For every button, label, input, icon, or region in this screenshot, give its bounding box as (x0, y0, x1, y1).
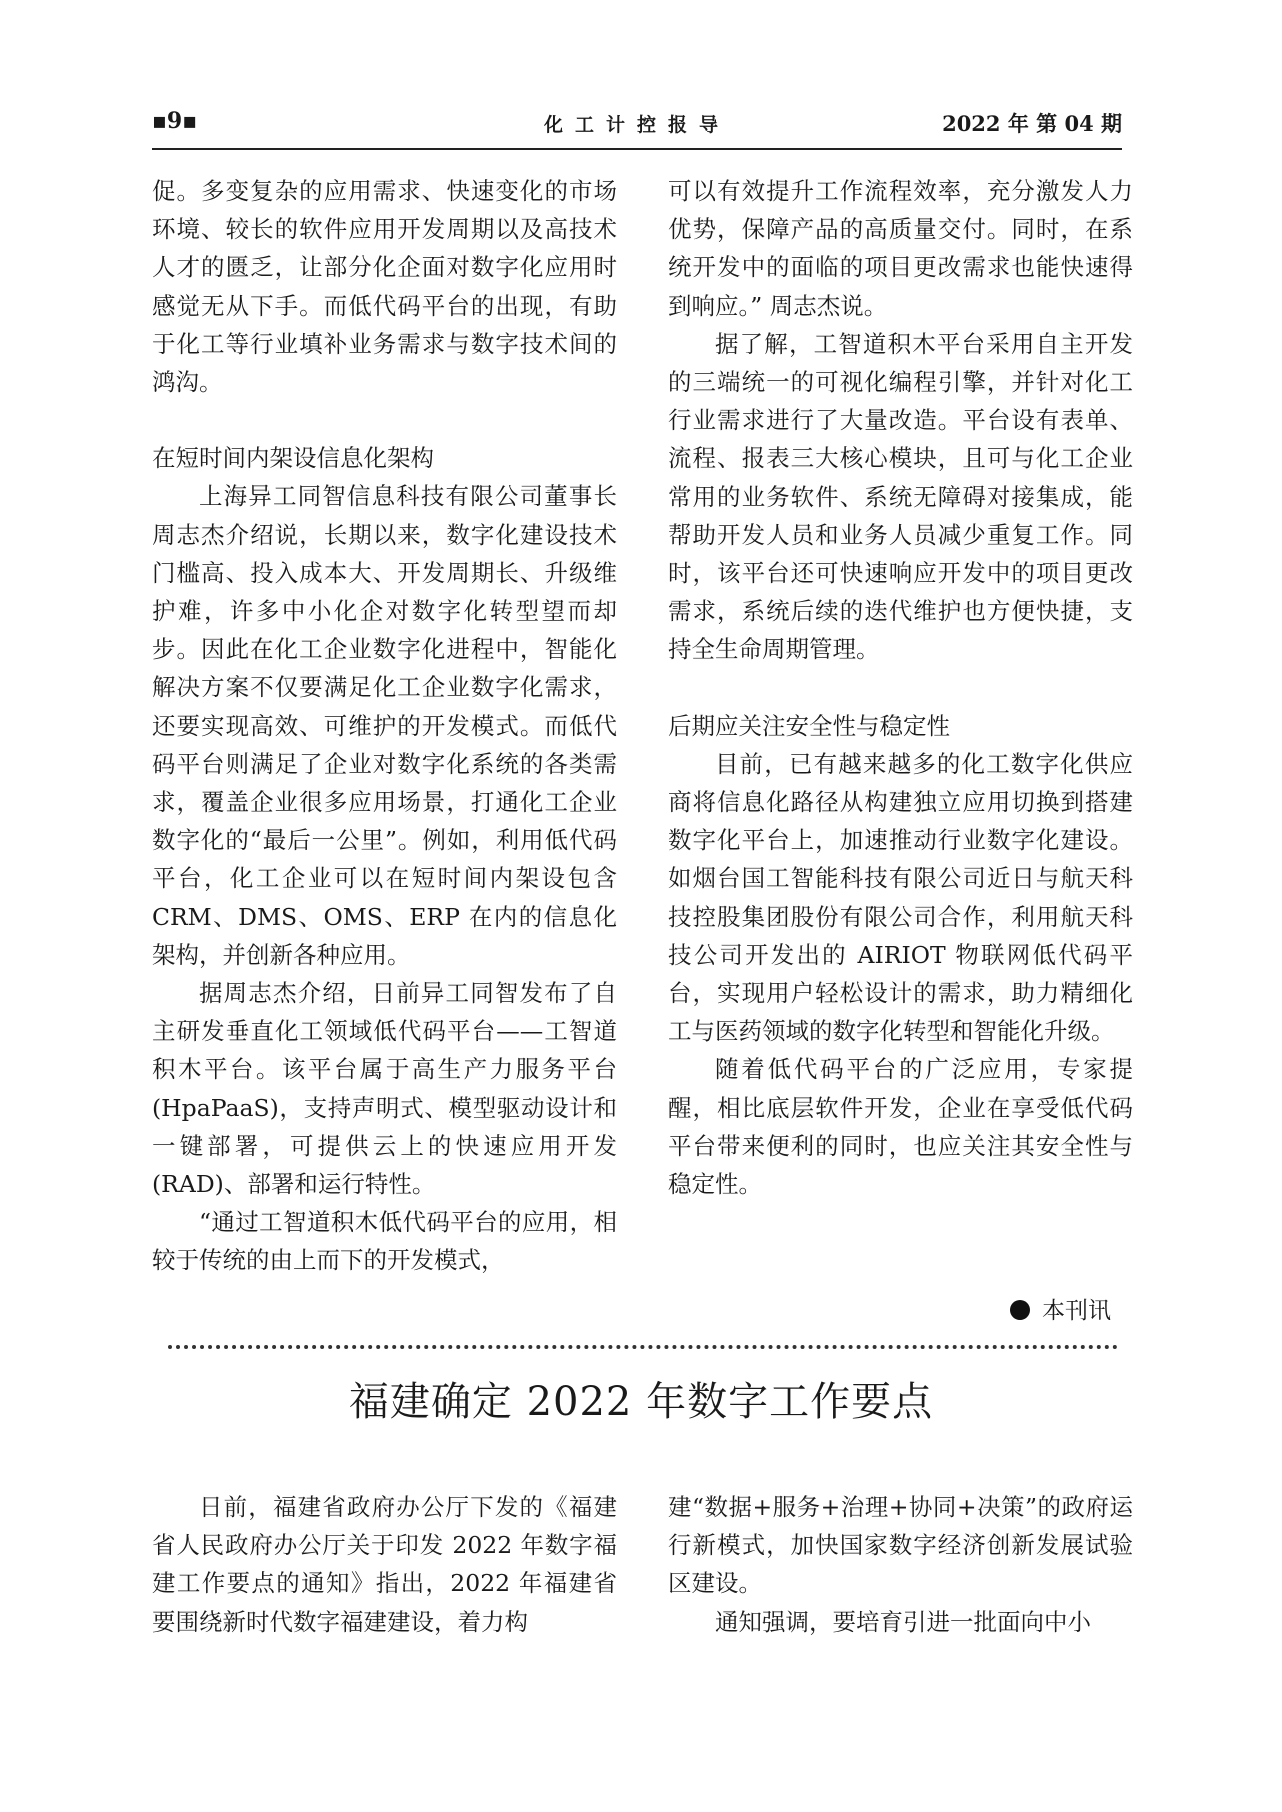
article2-left-column (152, 1488, 617, 1641)
paragraph: 据周志杰介绍，日前异工同智发布了自主研发垂直化工领域低代码平台——工智道积木平台。该平台属于高生产力服务平台(HpaPaaS)，支持声明式、模型驱动设计和一键部署，可提供云上的快速应用开发(RAD)、部署和运行特性。 (152, 979, 617, 1199)
section-heading: 在短时间内架设信息化架构 (152, 444, 434, 473)
byline-text: 本刊讯 (1042, 1298, 1111, 1324)
paragraph: “通过工智道积木低代码平台的应用，相较于传统的由上而下的开发模式， (152, 1208, 617, 1275)
journal-title: 化工计控报导 (543, 114, 730, 136)
page-number: ▪9▪ (152, 108, 198, 134)
paragraph: 建“数据+服务+治理+协同+决策”的政府运行新模式，加快国家数字经济创新发展试验区建设。 (668, 1493, 1133, 1598)
article2-right-column (668, 1488, 1133, 1641)
page-header (152, 108, 1122, 150)
paragraph: 随着低代码平台的广泛应用，专家提醒，相比底层软件开发，企业在享受低代码平台带来便利的同时，也应关注其安全性与稳定性。 (668, 1055, 1133, 1199)
bullet-icon (1010, 1300, 1030, 1320)
paragraph: 通知强调，要培育引进一批面向中小 (715, 1607, 1091, 1636)
paragraph: 目前，已有越来越多的化工数字化供应商将信息化路径从构建独立应用切换到搭建数字化平台上，加速推动行业数字化建设。如烟台国工智能科技有限公司近日与航天科技控股集团股份有限公司合作，利用航天科技公司开发出的 AIRIOT 物联网低代码平台，实现用户轻松设计的需求，助力精细化工与医药领域的数字化转型和智能化升级。 (668, 749, 1133, 1046)
byline (1010, 1293, 1135, 1329)
paragraph: 据了解，工智道积木平台采用自主开发的三端统一的可视化编程引擎，并针对化工行业需求进行了大量改造。平台设有表单、流程、报表三大核心模块，且可与化工企业常用的业务软件、系统无障碍对接集成，能帮助开发人员和业务人员减少重复工作。同时，该平台还可快速响应开发中的项目更改需求，系统后续的迭代维护也方便快捷，支持全生命周期管理。 (668, 329, 1133, 664)
paragraph: 日前，福建省政府办公厅下发的《福建省人民政府办公厅关于印发 2022 年数字福建工作要点的通知》指出，2022 年福建省要围绕新时代数字福建建设，着力构 (152, 1493, 617, 1636)
issue-label: 2022 年 第 04 期 (942, 111, 1122, 136)
paragraph: 可以有效提升工作流程效率，充分激发人力优势，保障产品的高质量交付。同时，在系统开发中的面临的项目更改需求也能快速得到响应。” 周志杰说。 (668, 177, 1133, 320)
article1-left-column (152, 172, 617, 1280)
paragraph: 上海异工同智信息科技有限公司董事长周志杰介绍说，长期以来，数字化建设技术门槛高、投入成本大、开发周期长、升级维护难，许多中小化企对数字化转型望而却步。因此在化工企业数字化进程中，智能化解决方案不仅要满足化工企业数字化需求，还要实现高效、可维护的开发模式。而低代码平台则满足了企业对数字化系统的各类需求，覆盖企业很多应用场景，打通化工企业数字化的“最后一公里”。例如，利用低代码平台，化工企业可以在短时间内架设包含 CRM、DMS、OMS、ERP 在内的信息化架构，并创新各种应用。 (152, 482, 617, 969)
article-title: 福建确定 2022 年数字工作要点 (348, 1379, 934, 1425)
paragraph: 促。多变复杂的应用需求、快速变化的市场环境、较长的软件应用开发周期以及高技术人才的匮乏，让部分化企面对数字化应用时感觉无从下手。而低代码平台的出现，有助于化工等行业填补业务需求与数字技术间的鸿沟。 (152, 177, 617, 397)
section-heading: 后期应关注安全性与稳定性 (668, 711, 950, 740)
article1-right-column (668, 172, 1133, 1203)
dotted-divider (168, 1345, 1118, 1349)
